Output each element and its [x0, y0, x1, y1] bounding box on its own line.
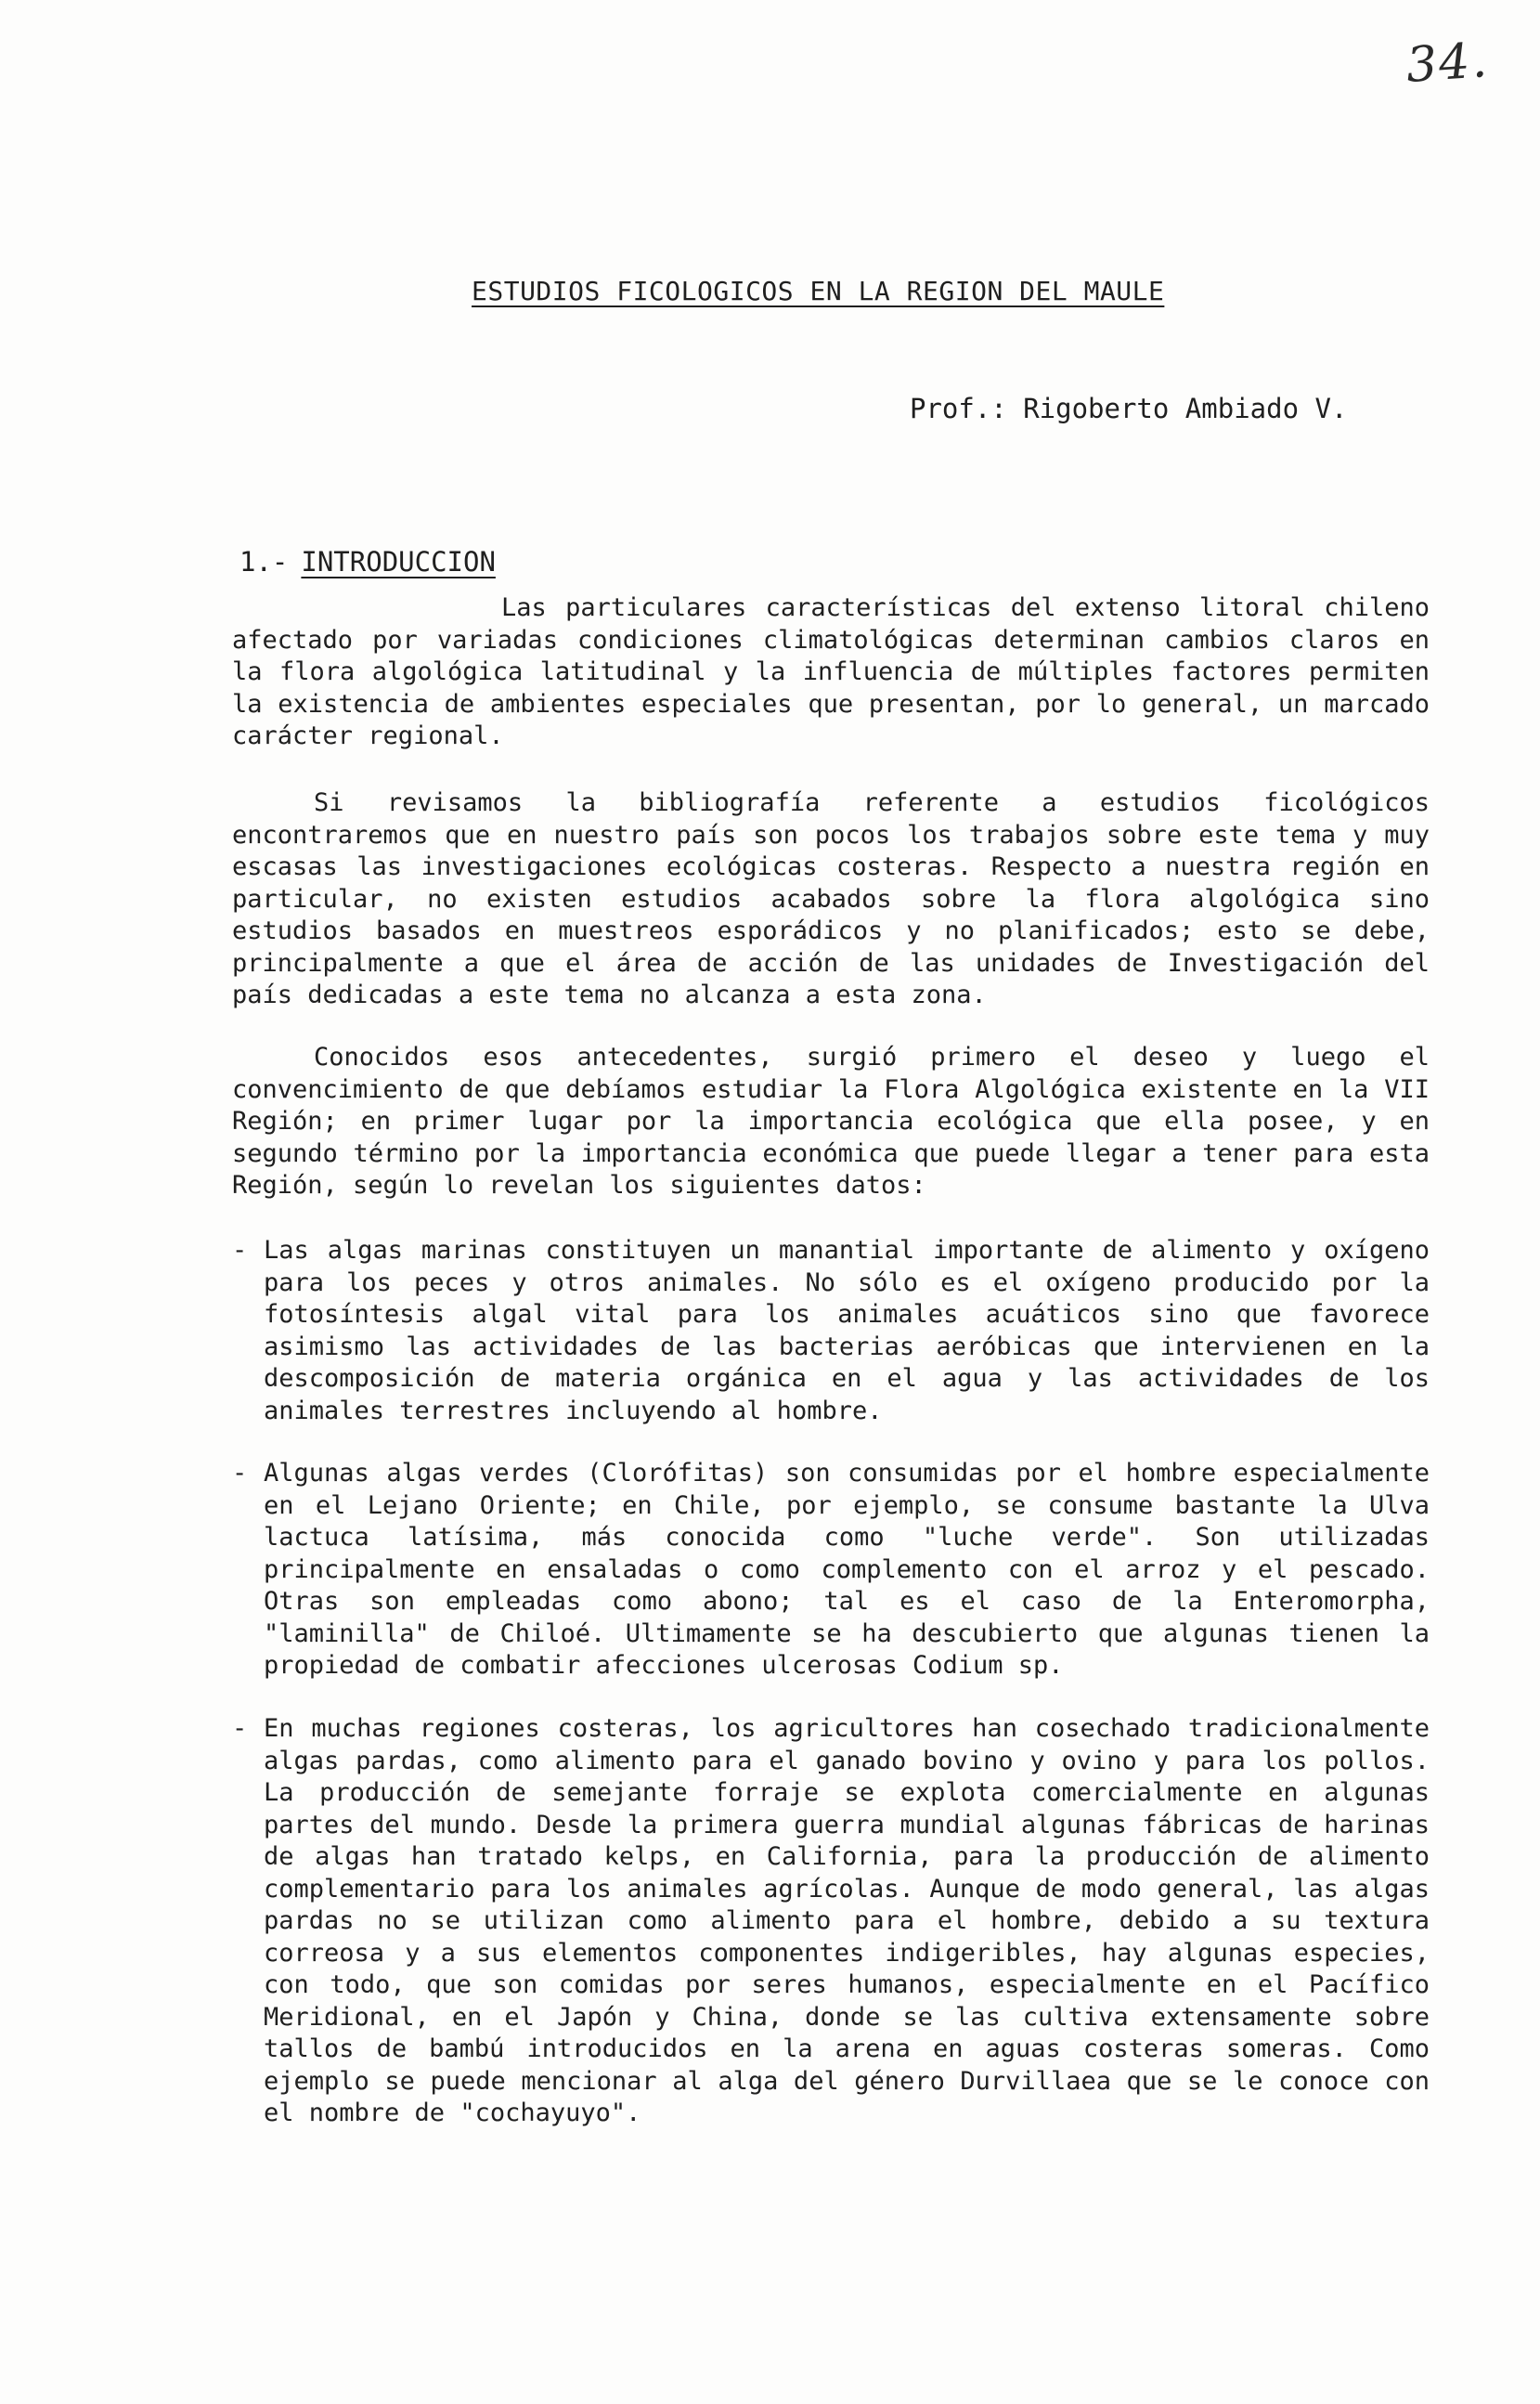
- bullet-text: En muchas regiones costeras, los agricultores han cosechado tradicionalmente algas pardas, como alimento para el ganado bovino y ovino y para los pollos. La producción de semejante forraje se explota comercialmente en algunas partes del mundo. Desde la primera guerra mundial algunas fábricas de harinas de algas han tratado kelps, en California, para la producción de alimento complementario para los animales agrícolas. Aunque de modo general, las algas pardas no se utilizan como alimento para el hombre, debido a su textura correosa y a sus elementos componentes indigeribles, hay algunas especies, con todo, que son comidas por seres humanos, especialmente en el Pacífico Meridional, en el Japón y China, donde se las cultiva extensamente sobre tallos de bambú introducidos en la arena en aguas costeras someras. Como ejemplo se puede mencionar al alga del género Durvillaea que se le conoce con el nombre de "cochayuyo".: [264, 1714, 1430, 2127]
- paragraph-text: Las particulares características del extenso litoral chileno afectado por variadas condiciones climatológicas determinan cambios claros en la flora algológica latitudinal y la influencia de múltiples factores permiten la existencia de ambientes especiales que presentan, por lo general, un marcado carácter regional.: [232, 593, 1430, 750]
- section-header: [239, 546, 496, 578]
- section-heading: INTRODUCCION: [301, 546, 496, 578]
- author-line: Prof.: Rigoberto Ambiado V.: [910, 393, 1348, 424]
- document-title: ESTUDIOS FICOLOGICOS EN LA REGION DEL MAULE: [472, 276, 1165, 306]
- bullet-dash: -: [232, 1714, 248, 1743]
- paragraph-3: [232, 1042, 1430, 1202]
- bullet-dash: -: [232, 1459, 248, 1488]
- bullet-item-2: [232, 1458, 1430, 1683]
- bullet-item-1: [232, 1235, 1430, 1427]
- paragraph-2: [232, 787, 1430, 1012]
- bullet-dash: -: [232, 1236, 248, 1265]
- paragraph-text: Si revisamos la bibliografía referente a estudios ficológicos encontraremos que en nuestro país son pocos los trabajos sobre este tema y muy escasas las investigaciones ecológicas costeras. Respecto a nuestra región en particular, no existen estudios acabados sobre la flora algológica sino estudios basados en muestreos esporádicos y no planificados; esto se debe, principalmente a que el área de acción de las unidades de Investigación del país dedicadas a este tema no alcanza a esta zona.: [232, 788, 1430, 1009]
- bullet-text: Algunas algas verdes (Clorófitas) son consumidas por el hombre especialmente en el Lejano Oriente; en Chile, por ejemplo, se consume bastante la Ulva lactuca latísima, más conocida como "luche verde". Son utilizadas principalmente en ensaladas o como complemento con el arroz y el pescado. Otras son empleadas como abono; tal es el caso de la Enteromorpha, "laminilla" de Chiloé. Ultimamente se ha descubierto que algunas tienen la propiedad de combatir afecciones ulcerosas Codium sp.: [264, 1459, 1430, 1680]
- paragraph-text: Conocidos esos antecedentes, surgió primero el deseo y luego el convencimiento de que debíamos estudiar la Flora Algológica existente en la VII Región; en primer lugar por la importancia ecológica que ella posee, y en segundo término por la importancia económica que puede llegar a tener para esta Región, según lo revelan los siguientes datos:: [232, 1043, 1430, 1200]
- bullet-text: Las algas marinas constituyen un manantial importante de alimento y oxígeno para los peces y otros animales. No sólo es el oxígeno producido por la fotosíntesis algal vital para los animales acuáticos sino que favorece asimismo las actividades de las bacterias aeróbicas que intervienen en la descomposición de materia orgánica en el agua y las actividades de los animales terrestres incluyendo al hombre.: [264, 1236, 1430, 1425]
- bullet-item-3: [232, 1713, 1430, 2130]
- paragraph-1: [232, 592, 1430, 753]
- section-number: 1.-: [239, 546, 289, 578]
- handwritten-page-number: 34.: [1404, 32, 1491, 95]
